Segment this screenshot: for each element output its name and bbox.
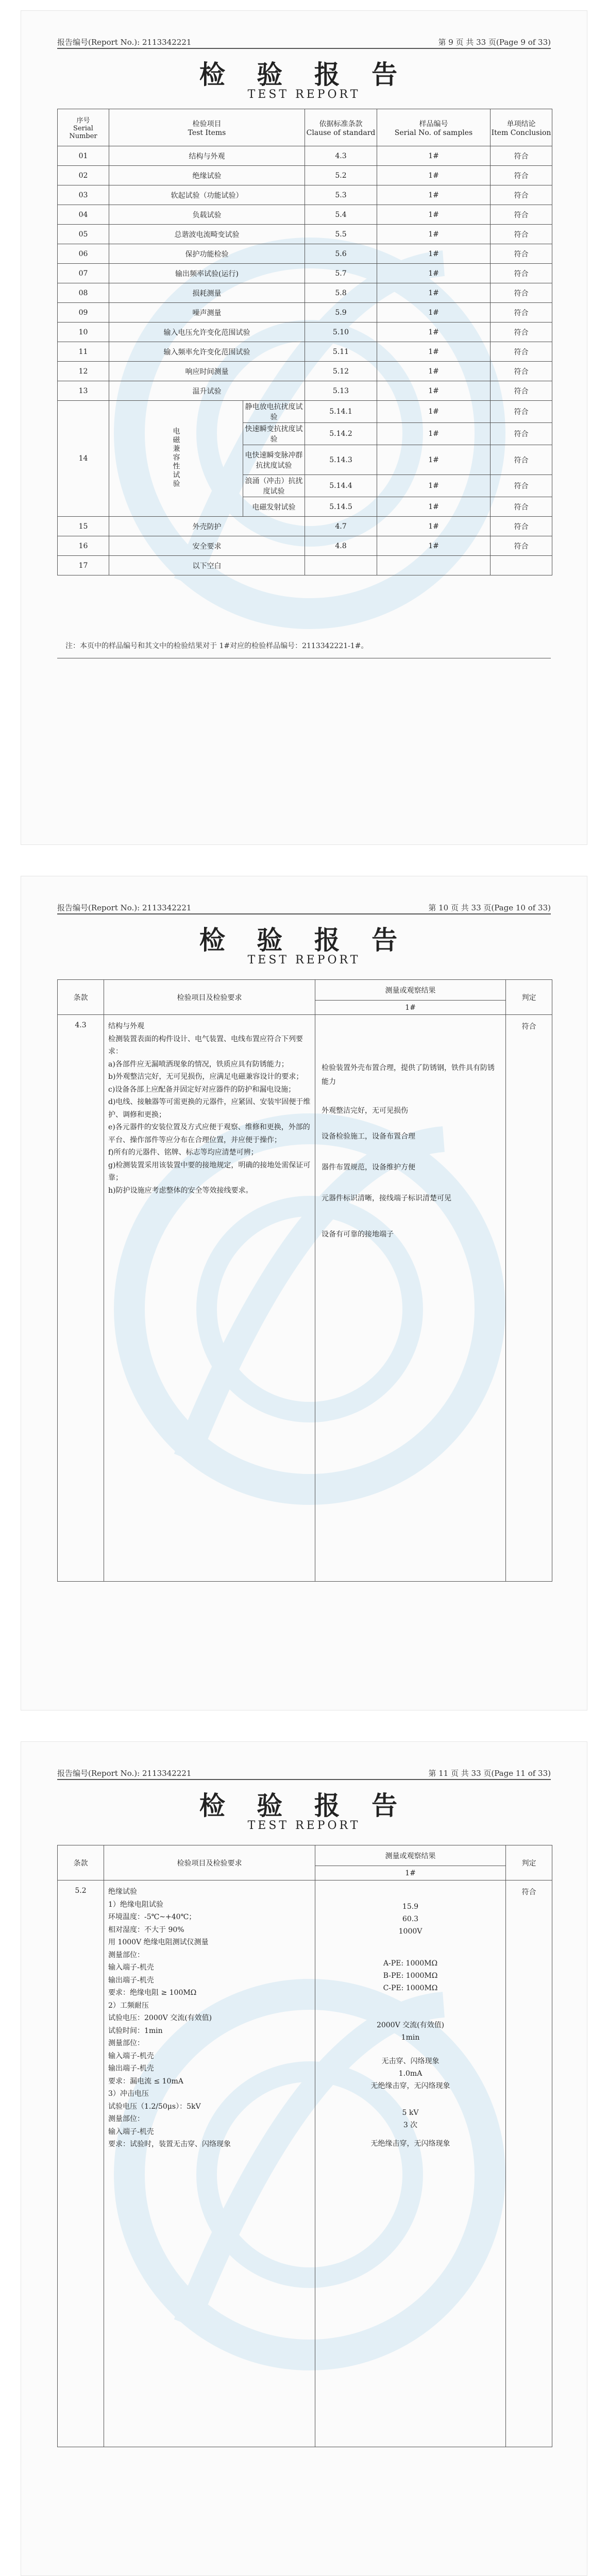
row-clause: 5.14.3 [305,445,377,475]
report-subtitle: TEST REPORT [247,88,361,101]
requirement-text: 结构与外观 检测装置表面的构件设计、电气装置、电线布置应符合下列要求： a)各部件应无漏喷洒现象的情况，铁质应具有防锈能力； b)外观整洁完好，无可见损伤，应满足电磁兼容设计的要求； c)设备各部上应配备并固定好对应器件的防护和漏电设施； d)电线、接触器等可需更换的元器件，应紧固、安装牢固便于维护、调修和更换； e)各元器件的安装位置及方式应便于观察、维修和更换，外部的平台、操作部件等应分布在合理位置，并应便于操作； f)所有的元器件、铭牌、标志等均应清楚可辨； g)检测装置采用该装置中要的接地规定，明确的接地处需保证可靠； h)防护设施应考虑整体的安全等效接线要求。 [104,1015,315,1582]
header-sample: 样品编号 Serial No. of samples [377,109,491,146]
row-item: 总谐波电流畸变试验 [109,225,305,244]
row-serial: 09 [58,303,109,323]
row-item: 外壳防护 [109,517,305,536]
row-clause: 5.3 [305,185,377,205]
row-serial: 08 [58,283,109,303]
row-sample: 1# [377,381,491,401]
row-sample: 1# [377,166,491,185]
row-conclusion: 符合 [491,166,552,185]
header-clause: 条款 [58,980,104,1015]
row-sample: 1# [377,225,491,244]
summary-row [58,185,552,205]
summary-row [58,146,552,166]
impulse-result: 无绝缘击穿，无闪络现象 [370,2140,450,2148]
requirement-text: 绝缘试验 1）绝缘电阻试验 环境温度：-5℃~+40℃； 相对湿度：不大于 90% 用 1000V 绝缘电阻测试仪测量 测量部位： 输入端子-机壳 输出端子-机壳 要求：绝缘电阻 ≥ 100MΩ 2）工频耐压 试验电压：2000V 交流(有效值) 试验时间：1min 测量部位： 输入端子-机壳 输出端子-机壳 要求：漏电流 ≤ 10mA 3）冲击电压 试验电压（1.2/50μs）：5kV 测量部位： 输入端子-机壳 要求：试验时，装置无击穿、闪络现象 [104,1880,315,2447]
summary-row [58,323,552,342]
impulse-voltage: 5 kV [402,2109,419,2117]
summary-row [58,225,552,244]
row-item: 电快速瞬变脉冲群抗扰度试验 [243,445,305,475]
clause-cell: 4.3 [58,1015,104,1582]
report-number: 报告编号(Report No.): 2113342221 [57,903,192,912]
header-sample: 1# [315,1001,506,1015]
row-conclusion: 符合 [491,342,552,362]
summary-row [58,556,552,575]
row-clause: 5.8 [305,283,377,303]
page-number: 第 9 页 共 33 页(Page 9 of 33) [438,38,551,47]
result-6: 设备有可靠的接地端子 [322,1230,394,1239]
report-page-11 [21,1741,587,2576]
row-clause: 4.3 [305,146,377,166]
row-item: 以下空白 [109,556,305,575]
row-serial: 11 [58,342,109,362]
row-clause [305,556,377,575]
row-conclusion: 符合 [491,401,552,423]
row-sample: 1# [377,517,491,536]
row-conclusion: 符合 [491,323,552,342]
report-page-10 [21,876,587,1710]
detail-table [57,1845,552,2447]
result-5: 元器件标识清晰，接线端子标识清楚可见 [322,1194,451,1202]
row-serial: 16 [58,536,109,556]
row-clause: 5.14.2 [305,423,377,445]
header-item: 检验项目及检验要求 [104,980,315,1015]
row-conclusion: 符合 [491,205,552,225]
summary-row [58,283,552,303]
row-clause: 5.14.1 [305,401,377,423]
row-sample [377,556,491,575]
header-sample: 1# [315,1866,506,1880]
row-clause: 5.6 [305,244,377,264]
page-number: 第 11 页 共 33 页(Page 11 of 33) [428,1769,551,1778]
row-conclusion: 符合 [491,475,552,497]
header-clause: 条款 [58,1845,104,1880]
row-item: 静电放电抗扰度试验 [243,401,305,423]
env-temp: 15.9 [402,1903,419,1911]
row-clause: 5.13 [305,381,377,401]
row-conclusion: 符合 [491,517,552,536]
row-conclusion [491,556,552,575]
hipot-time: 1min [401,2033,420,2042]
row-conclusion: 符合 [491,536,552,556]
detail-table [57,979,552,1582]
row-serial: 06 [58,244,109,264]
row-sample: 1# [377,536,491,556]
summary-row [58,205,552,225]
emc-row [58,401,552,423]
result-3: 设备检验施工，设备布置合理 [322,1132,415,1141]
row-sample: 1# [377,264,491,283]
summary-row [58,166,552,185]
impulse-count: 3 次 [403,2121,418,2129]
summary-row [58,303,552,323]
row-sample: 1# [377,303,491,323]
clause-cell: 5.2 [58,1880,104,2447]
report-number: 报告编号(Report No.): 2113342221 [57,1769,192,1778]
row-clause: 4.8 [305,536,377,556]
result-1: 检验装置外壳布置合理，提供了防锈钢，铁件具有防锈能力 [322,1064,495,1086]
row-clause: 5.9 [305,303,377,323]
header-item: 检验项目 Test Items [109,109,305,146]
row-sample: 1# [377,342,491,362]
env-voltage: 1000V [398,1927,423,1936]
emc-group-label [109,401,243,517]
row-sample: 1# [377,185,491,205]
row-serial: 04 [58,205,109,225]
row-serial: 01 [58,146,109,166]
report-title: 检 验 报 告 [199,59,409,90]
row-conclusion: 符合 [491,303,552,323]
row-clause: 5.10 [305,323,377,342]
report-number: 报告编号(Report No.): 2113342221 [57,38,192,47]
row-sample: 1# [377,423,491,445]
row-item: 损耗测量 [109,283,305,303]
header-verdict: 判定 [506,980,552,1015]
row-serial: 12 [58,362,109,381]
row-conclusion: 符合 [491,445,552,475]
row-item: 绝缘试验 [109,166,305,185]
hipot-voltage: 2000V 交流(有效值) [376,2021,445,2029]
report-title: 检 验 报 告 [199,925,409,955]
row-item: 保护功能检验 [109,244,305,264]
header-conclusion: 单项结论 Item Conclusion [491,109,552,146]
row-sample: 1# [377,497,491,517]
row-item: 安全要求 [109,536,305,556]
row-conclusion: 符合 [491,244,552,264]
header-clause: 依据标准条款 Clause of standard [305,109,377,146]
row-item: 负载试验 [109,205,305,225]
row-conclusion: 符合 [491,497,552,517]
row-clause: 5.14.5 [305,497,377,517]
row-clause: 5.11 [305,342,377,362]
report-subtitle: TEST REPORT [247,954,361,967]
row-conclusion: 符合 [491,381,552,401]
emc-group-text: 电磁兼容性试验 [172,427,180,488]
row-conclusion: 符合 [491,362,552,381]
hipot-result-1: 无击穿、闪络现象 [381,2057,440,2065]
row-conclusion: 符合 [491,185,552,205]
verdict-cell: 符合 [506,1015,552,1582]
summary-row [58,244,552,264]
row-serial: 13 [58,381,109,401]
result-4: 器件布置规范，设备维护方便 [322,1163,415,1172]
row-item: 输入电压允许变化范围试验 [109,323,305,342]
row-item: 响应时间测量 [109,362,305,381]
page-number: 第 10 页 共 33 页(Page 10 of 33) [428,903,551,912]
summary-row [58,362,552,381]
row-conclusion: 符合 [491,283,552,303]
row-item: 软起试验（功能试验） [109,185,305,205]
summary-row [58,264,552,283]
row-clause: 5.12 [305,362,377,381]
summary-note: 注：本页中的样品编号和其文中的检验结果对于 1#对应的检验样品编号：2113342221-1#。 [65,642,368,650]
ir-a: A-PE: 1000MΩ [383,1959,438,1968]
row-sample: 1# [377,401,491,423]
row-item: 输入频率允许变化范围试验 [109,342,305,362]
row-conclusion: 符合 [491,423,552,445]
env-humidity: 60.3 [402,1915,419,1923]
row-sample: 1# [377,362,491,381]
row-serial: 03 [58,185,109,205]
result-2: 外观整洁完好，无可见损伤 [322,1107,408,1115]
row-item: 快速瞬变抗扰度试验 [243,423,305,445]
row-serial: 10 [58,323,109,342]
row-sample: 1# [377,283,491,303]
row-clause: 5.5 [305,225,377,244]
report-subtitle: TEST REPORT [247,1819,361,1832]
row-conclusion: 符合 [491,146,552,166]
header-serial: 序号 Serial Number [58,109,109,146]
row-clause: 5.4 [305,205,377,225]
report-page-9 [21,10,587,845]
header-result: 测量或观察结果 [315,1845,506,1866]
row-serial: 15 [58,517,109,536]
row-clause: 5.7 [305,264,377,283]
row-serial: 17 [58,556,109,575]
ir-b: B-PE: 1000MΩ [383,1972,438,1980]
header-verdict: 判定 [506,1845,552,1880]
summary-row [58,342,552,362]
report-title: 检 验 报 告 [199,1790,409,1821]
row-sample: 1# [377,445,491,475]
row-serial: 05 [58,225,109,244]
header-item: 检验项目及检验要求 [104,1845,315,1880]
header-result: 测量或观察结果 [315,980,506,1001]
row-item: 输出频率试验(运行) [109,264,305,283]
row-sample: 1# [377,205,491,225]
row-item: 电磁发射试验 [243,497,305,517]
row-conclusion: 符合 [491,225,552,244]
summary-row [58,536,552,556]
row-item: 噪声测量 [109,303,305,323]
summary-row [58,517,552,536]
row-item: 浪涌（冲击）抗扰度试验 [243,475,305,497]
row-clause: 4.7 [305,517,377,536]
ir-c: C-PE: 1000MΩ [383,1984,438,1992]
row-sample: 1# [377,244,491,264]
row-serial: 07 [58,264,109,283]
verdict-cell: 符合 [506,1880,552,2447]
row-serial: 14 [58,401,109,517]
row-clause: 5.14.4 [305,475,377,497]
summary-table [57,109,552,575]
row-item: 结构与外观 [109,146,305,166]
hipot-result-2: 1.0mA [398,2070,423,2078]
hipot-result-3: 无绝缘击穿，无闪络现象 [370,2082,450,2090]
row-clause: 5.2 [305,166,377,185]
row-sample: 1# [377,475,491,497]
row-sample: 1# [377,146,491,166]
row-item: 温升试验 [109,381,305,401]
row-sample: 1# [377,323,491,342]
row-conclusion: 符合 [491,264,552,283]
row-serial: 02 [58,166,109,185]
summary-row [58,381,552,401]
